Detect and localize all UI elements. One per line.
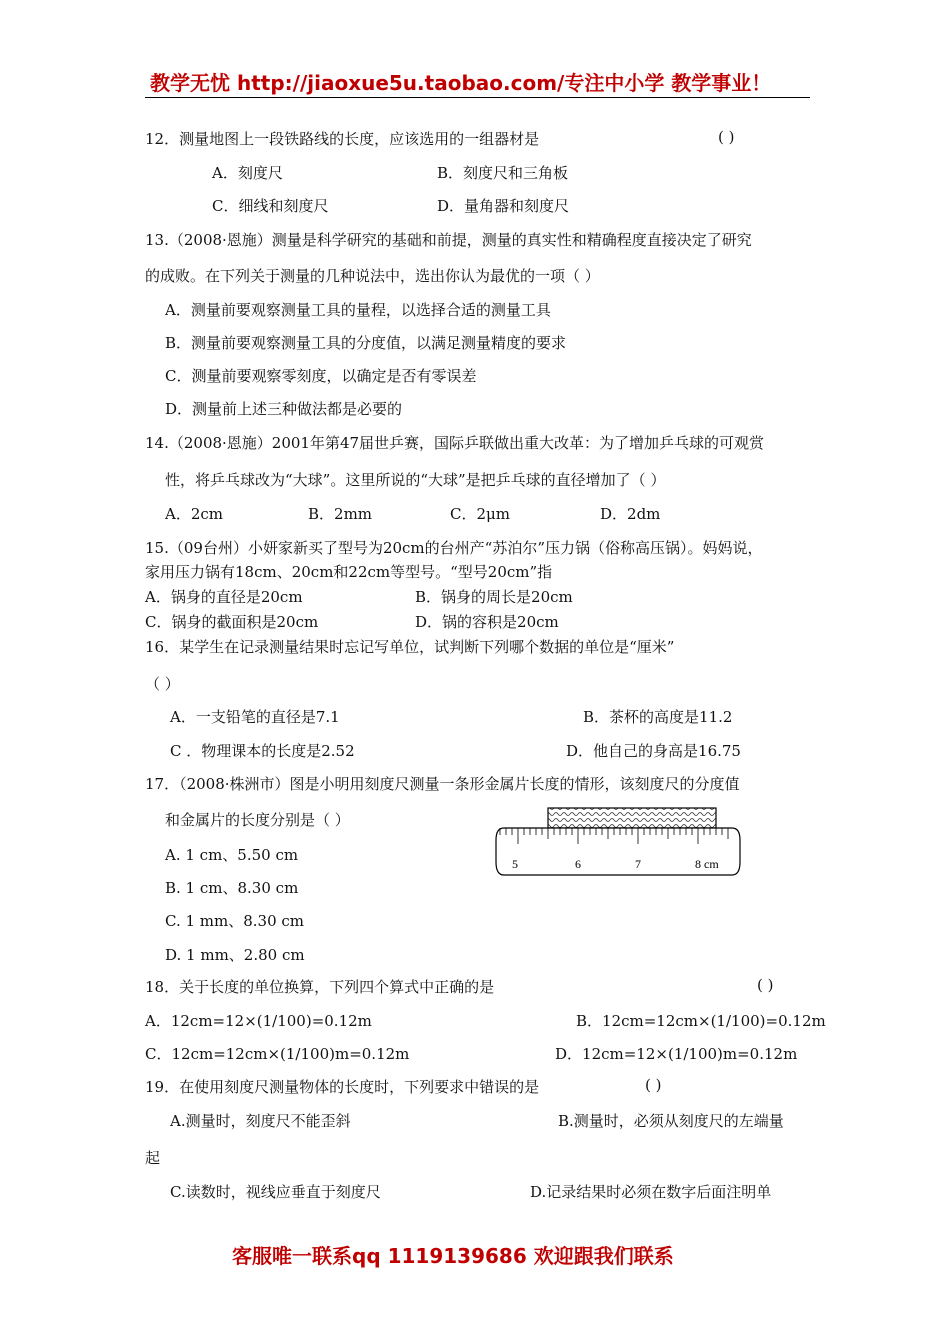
q14-line1: 14.（2008·恩施）2001年第47届世乒赛，国际乒联做出重大改革：为了增加乒乓球的可观赏 [145, 434, 765, 452]
q19-option-c: C.读数时，视线应垂直于刻度尺 [170, 1183, 381, 1201]
q16-option-b: B．茶杯的高度是11.2 [583, 708, 733, 726]
q15-option-c: C．锅身的截面积是20cm [145, 613, 319, 631]
q16-bracket: （ ） [145, 675, 180, 693]
ruler-figure [490, 805, 750, 880]
q17-option-d: D. 1 mm、2.80 cm [165, 946, 305, 964]
ruler-label-8cm: 8 cm [695, 857, 719, 871]
q17-option-b: B. 1 cm、8.30 cm [165, 879, 299, 897]
q16-line1: 16．某学生在记录测量结果时忘记写单位，试判断下列哪个数据的单位是“厘米” [145, 638, 675, 656]
q15-line2: 家用压力锅有18cm、20cm和22cm等型号。“型号20cm”指 [145, 563, 553, 581]
ruler-label-6: 6 [575, 857, 581, 871]
q19-bracket: ( ) [645, 1076, 662, 1094]
q15-option-a: A．锅身的直径是20cm [145, 588, 303, 606]
ruler-label-7: 7 [635, 857, 641, 871]
q13-line2: 的成败。在下列关于测量的几种说法中，选出你认为最优的一项（ ） [145, 267, 600, 285]
q18-option-b: B．12cm=12cm×(1/100)=0.12m [576, 1012, 826, 1030]
q17-option-a: A. 1 cm、5.50 cm [165, 846, 299, 864]
q19-option-b-cont: 起 [145, 1149, 161, 1167]
q19-option-d: D.记录结果时必须在数字后面注明单 [530, 1183, 772, 1201]
q13-option-c: C．测量前要观察零刻度，以确定是否有零误差 [165, 367, 477, 385]
metal-strip [548, 808, 716, 828]
q15-option-b: B．锅身的周长是20cm [415, 588, 573, 606]
q12-stem: 12．测量地图上一段铁路线的长度，应该选用的一组器材是 [145, 130, 540, 148]
q14-option-c: C．2μm [450, 505, 510, 523]
q13-option-b: B．测量前要观察测量工具的分度值，以满足测量精度的要求 [165, 334, 567, 352]
q18-option-d: D．12cm=12×(1/100)m=0.12m [555, 1045, 798, 1063]
q16-option-a: A．一支铅笔的直径是7.1 [170, 708, 340, 726]
q12-option-a: A．刻度尺 [212, 164, 283, 182]
q12-bracket: ( ) [718, 128, 735, 146]
q14-option-a: A．2cm [165, 505, 224, 523]
ruler-label-5: 5 [512, 857, 518, 871]
page-header: 教学无忧 http://jiaoxue5u.taobao.com/专注中小学 教学事业！ [150, 71, 772, 95]
q19-stem: 19．在使用刻度尺测量物体的长度时，下列要求中错误的是 [145, 1078, 540, 1096]
q18-option-a: A．12cm=12×(1/100)=0.12m [145, 1012, 372, 1030]
q14-option-b: B．2mm [308, 505, 373, 523]
q14-option-d: D．2dm [600, 505, 661, 523]
q16-option-c: C ．物理课本的长度是2.52 [170, 742, 355, 760]
q17-line1: 17．（2008·株洲市）图是小明用刻度尺测量一条形金属片长度的情形，该刻度尺的分度值 [145, 775, 740, 793]
q18-stem: 18．关于长度的单位换算，下列四个算式中正确的是 [145, 978, 495, 996]
page-footer: 客服唯一联系qq 1119139686 欢迎跟我们联系 [232, 1244, 674, 1268]
q12-option-b: B．刻度尺和三角板 [437, 164, 569, 182]
q15-option-d: D．锅的容积是20cm [415, 613, 559, 631]
q13-option-d: D．测量前上述三种做法都是必要的 [165, 400, 403, 418]
q18-option-c: C．12cm=12cm×(1/100)m=0.12m [145, 1045, 410, 1063]
q16-option-d: D．他自己的身高是16.75 [566, 742, 741, 760]
q13-option-a: A．测量前要观察测量工具的量程，以选择合适的测量工具 [165, 301, 551, 319]
q12-option-c: C．细线和刻度尺 [212, 197, 329, 215]
header-divider [145, 97, 810, 98]
q13-line1: 13.（2008·恩施）测量是科学研究的基础和前提，测量的真实性和精确程度直接决定了研究 [145, 231, 752, 249]
q14-line2: 性，将乒乓球改为“大球”。这里所说的“大球”是把乒乓球的直径增加了（ ） [165, 471, 666, 489]
q18-bracket: ( ) [757, 976, 774, 994]
q12-option-d: D．量角器和刻度尺 [437, 197, 570, 215]
q19-option-b: B.测量时，必须从刻度尺的左端量 [558, 1112, 784, 1130]
q19-option-a: A.测量时，刻度尺不能歪斜 [170, 1112, 351, 1130]
q17-line2: 和金属片的长度分别是（ ） [165, 811, 350, 829]
q17-option-c: C. 1 mm、8.30 cm [165, 912, 305, 930]
q15-line1: 15.（09台州）小妍家新买了型号为20cm的台州产“苏泊尔”压力锅（俗称高压锅）。妈妈说， [145, 539, 763, 557]
